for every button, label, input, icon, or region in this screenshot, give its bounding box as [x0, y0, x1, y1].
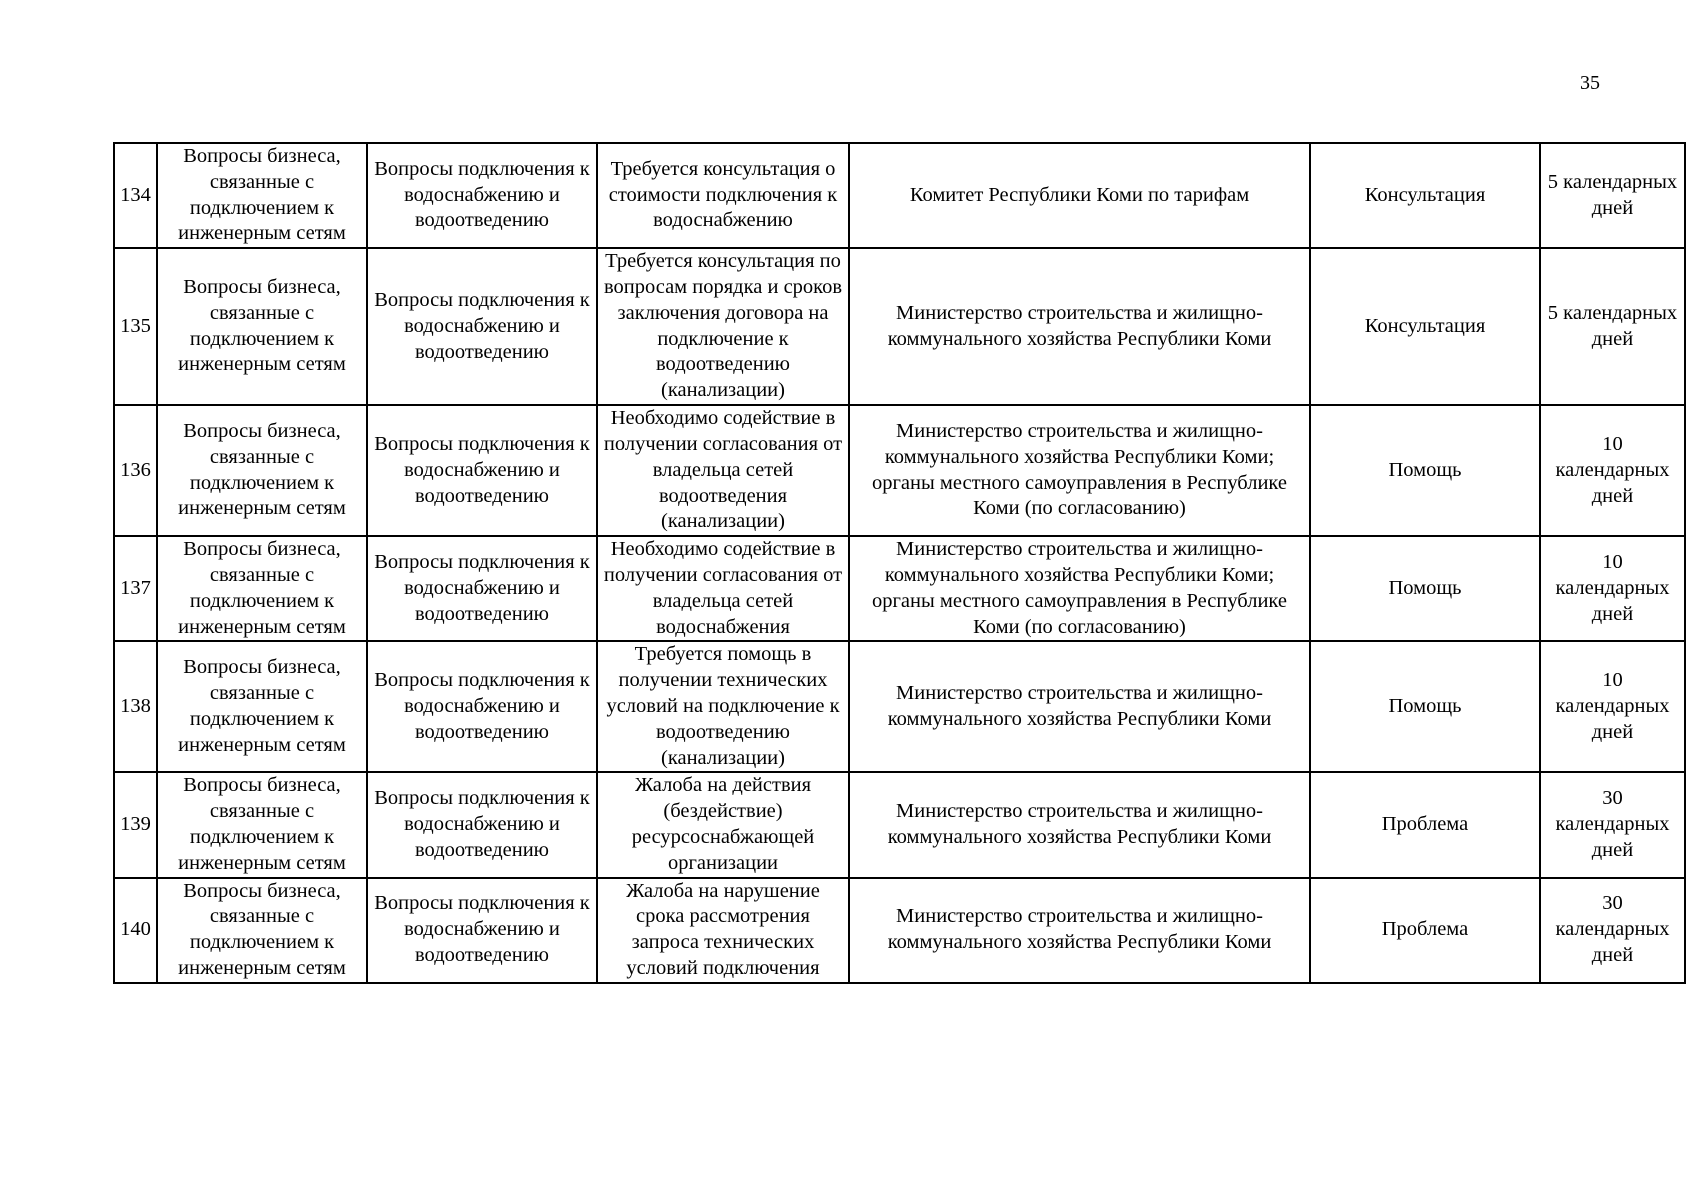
- term-cell: 30 календарных дней: [1540, 772, 1685, 877]
- description-cell: Необходимо содействие в получении согласования от владельца сетей водоотведения (канализации): [597, 405, 849, 536]
- organization-cell: Министерство строительства и жилищно-коммунального хозяйства Республики Коми: [849, 641, 1310, 772]
- description-cell: Необходимо содействие в получении согласования от владельца сетей водоснабжения: [597, 536, 849, 641]
- term-cell: 30 календарных дней: [1540, 878, 1685, 983]
- topic-cell: Вопросы бизнеса, связанные с подключением к инженерным сетям: [157, 143, 367, 248]
- organization-cell: Министерство строительства и жилищно-коммунального хозяйства Республики Коми; органы местного самоуправления в Республике Коми (по согласованию): [849, 536, 1310, 641]
- organization-cell: Комитет Республики Коми по тарифам: [849, 143, 1310, 248]
- table-row: [114, 878, 1685, 983]
- page-number: 35: [1580, 72, 1600, 94]
- row-number-cell: 137: [114, 536, 157, 641]
- table-row: [114, 536, 1685, 641]
- request-type-cell: Консультация: [1310, 248, 1540, 405]
- description-cell: Требуется консультация о стоимости подключения к водоснабжению: [597, 143, 849, 248]
- term-cell: 5 календарных дней: [1540, 143, 1685, 248]
- subtopic-cell: Вопросы подключения к водоснабжению и водоотведению: [367, 536, 597, 641]
- request-type-cell: Помощь: [1310, 405, 1540, 536]
- table-row: [114, 405, 1685, 536]
- request-type-cell: Помощь: [1310, 536, 1540, 641]
- term-cell: 10 календарных дней: [1540, 405, 1685, 536]
- row-number-cell: 138: [114, 641, 157, 772]
- table-row: [114, 143, 1685, 248]
- row-number-cell: 136: [114, 405, 157, 536]
- topic-cell: Вопросы бизнеса, связанные с подключением к инженерным сетям: [157, 772, 367, 877]
- table-row: [114, 248, 1685, 405]
- subtopic-cell: Вопросы подключения к водоснабжению и водоотведению: [367, 248, 597, 405]
- request-type-cell: Консультация: [1310, 143, 1540, 248]
- table-row: [114, 772, 1685, 877]
- row-number-cell: 134: [114, 143, 157, 248]
- table-row: [114, 641, 1685, 772]
- row-number-cell: 139: [114, 772, 157, 877]
- subtopic-cell: Вопросы подключения к водоснабжению и водоотведению: [367, 878, 597, 983]
- description-cell: Жалоба на нарушение срока рассмотрения запроса технических условий подключения: [597, 878, 849, 983]
- services-table: [113, 142, 1686, 984]
- organization-cell: Министерство строительства и жилищно-коммунального хозяйства Республики Коми: [849, 772, 1310, 877]
- subtopic-cell: Вопросы подключения к водоснабжению и водоотведению: [367, 641, 597, 772]
- request-type-cell: Помощь: [1310, 641, 1540, 772]
- description-cell: Требуется консультация по вопросам порядка и сроков заключения договора на подключение к водоотведению (канализации): [597, 248, 849, 405]
- topic-cell: Вопросы бизнеса, связанные с подключением к инженерным сетям: [157, 405, 367, 536]
- term-cell: 5 календарных дней: [1540, 248, 1685, 405]
- organization-cell: Министерство строительства и жилищно-коммунального хозяйства Республики Коми; органы местного самоуправления в Республике Коми (по согласованию): [849, 405, 1310, 536]
- organization-cell: Министерство строительства и жилищно-коммунального хозяйства Республики Коми: [849, 878, 1310, 983]
- subtopic-cell: Вопросы подключения к водоснабжению и водоотведению: [367, 143, 597, 248]
- row-number-cell: 140: [114, 878, 157, 983]
- term-cell: 10 календарных дней: [1540, 641, 1685, 772]
- request-type-cell: Проблема: [1310, 878, 1540, 983]
- topic-cell: Вопросы бизнеса, связанные с подключением к инженерным сетям: [157, 248, 367, 405]
- request-type-cell: Проблема: [1310, 772, 1540, 877]
- topic-cell: Вопросы бизнеса, связанные с подключением к инженерным сетям: [157, 536, 367, 641]
- row-number-cell: 135: [114, 248, 157, 405]
- description-cell: Жалоба на действия (бездействие) ресурсоснабжающей организации: [597, 772, 849, 877]
- topic-cell: Вопросы бизнеса, связанные с подключением к инженерным сетям: [157, 641, 367, 772]
- description-cell: Требуется помощь в получении технических условий на подключение к водоотведению (канализации): [597, 641, 849, 772]
- subtopic-cell: Вопросы подключения к водоснабжению и водоотведению: [367, 772, 597, 877]
- subtopic-cell: Вопросы подключения к водоснабжению и водоотведению: [367, 405, 597, 536]
- organization-cell: Министерство строительства и жилищно-коммунального хозяйства Республики Коми: [849, 248, 1310, 405]
- term-cell: 10 календарных дней: [1540, 536, 1685, 641]
- topic-cell: Вопросы бизнеса, связанные с подключением к инженерным сетям: [157, 878, 367, 983]
